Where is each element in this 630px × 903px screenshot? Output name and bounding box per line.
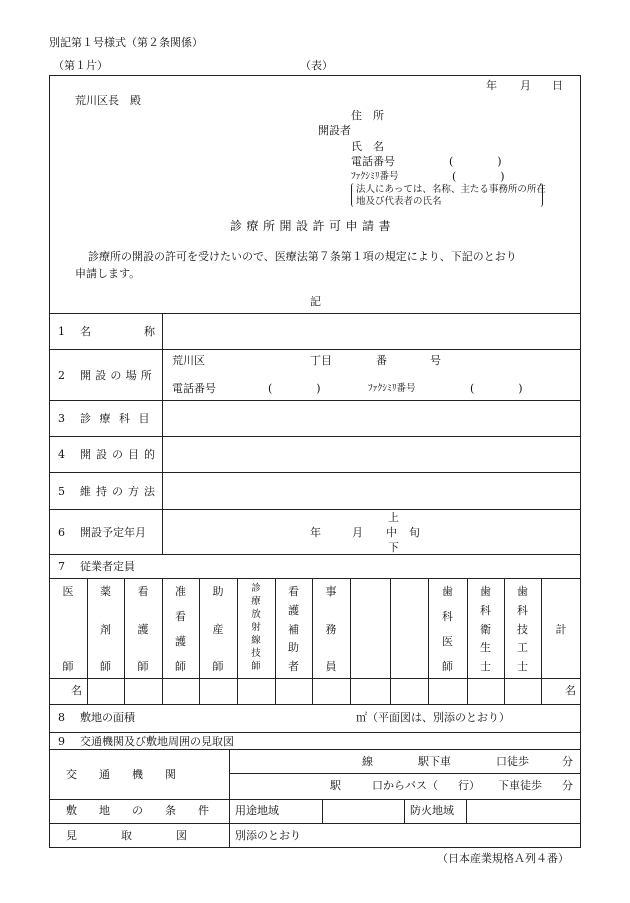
staff-column-char: 科 bbox=[442, 610, 453, 623]
staff-column-char: 師 bbox=[137, 660, 149, 673]
staff-column-char: 線 bbox=[251, 635, 261, 647]
staff-column-char: 士 bbox=[480, 660, 491, 673]
staff-column-char: 療 bbox=[251, 596, 261, 608]
row9-no: 9 bbox=[58, 735, 65, 748]
row1-no: 1 bbox=[58, 325, 65, 338]
schedule-ge: 下 bbox=[388, 541, 399, 554]
location-fax-paren: ( ) bbox=[470, 382, 523, 395]
staff-column-char: 員 bbox=[325, 660, 337, 673]
staff-column-char: 准 bbox=[175, 585, 186, 598]
staff-column-header bbox=[312, 586, 350, 672]
row5-label: 維持の方法 bbox=[80, 485, 160, 498]
schedule-year: 年 bbox=[310, 526, 321, 539]
row2-no: 2 bbox=[58, 369, 65, 382]
transport-gesha-toho: 下車徒歩 bbox=[498, 779, 542, 792]
fire-zone-label: 防火地域 bbox=[410, 804, 454, 817]
schedule-chu: 中 bbox=[386, 526, 397, 539]
row4-no: 4 bbox=[58, 448, 65, 461]
staff-column-char: 看 bbox=[137, 585, 149, 598]
document-title: 診療所開設許可申請書 bbox=[230, 219, 396, 233]
phone-paren: ( ) bbox=[449, 155, 502, 168]
staff-column-divider bbox=[390, 578, 391, 704]
staff-column-char: 科 bbox=[480, 603, 491, 617]
staff-column-char: 看 bbox=[288, 585, 299, 598]
row3-label: 診療科目 bbox=[80, 412, 158, 425]
row4-label: 開設の目的 bbox=[80, 448, 160, 461]
date-month: 月 bbox=[520, 79, 531, 92]
staff-column-char: 歯 bbox=[480, 585, 491, 598]
fax-label: ﾌｧｸｼﾐﾘ番号 bbox=[351, 171, 399, 182]
staff-column-header bbox=[124, 586, 162, 672]
staff-column-char: 射 bbox=[251, 622, 261, 634]
staff-column-char: 医 bbox=[62, 585, 74, 598]
row6-label: 開設予定年月 bbox=[80, 526, 146, 539]
footer-paper-size: （日本産業規格Ａ列４番） bbox=[437, 852, 569, 865]
row8-label: 敷地の面積 bbox=[80, 711, 135, 724]
side-mark: （表） bbox=[300, 59, 333, 72]
location-go: 号 bbox=[430, 354, 441, 367]
row9-label: 交通機関及び敷地周囲の見取図 bbox=[80, 735, 234, 748]
form-number: 別記第１号様式（第２条関係） bbox=[49, 36, 203, 49]
sketch-label: 見 取 図 bbox=[66, 829, 187, 842]
row7-no: 7 bbox=[58, 560, 65, 573]
transport-kuchi-toho: 口徒歩 bbox=[496, 755, 529, 768]
staff-column-header bbox=[49, 586, 87, 672]
staff-column-char: 護 bbox=[137, 622, 149, 636]
staff-column-char: 歯 bbox=[442, 585, 453, 598]
schedule-jo: 上 bbox=[388, 511, 399, 524]
staff-column-char: 放 bbox=[251, 609, 261, 621]
staff-column-char: 技 bbox=[251, 648, 261, 660]
staff-column-char: 歯 bbox=[517, 585, 528, 598]
corporate-note-line2: 地及び代表者の氏名 bbox=[356, 196, 442, 207]
staff-column-char: 生 bbox=[480, 641, 491, 655]
location-phone-label: 電話番号 bbox=[172, 382, 216, 395]
row1-label bbox=[80, 326, 155, 337]
staff-column-char: 師 bbox=[212, 660, 224, 673]
staff-unit-right: 名 bbox=[565, 684, 576, 697]
row8-no: 8 bbox=[58, 711, 65, 724]
page-number: （第１片） bbox=[53, 59, 108, 72]
staff-column-char: 診 bbox=[251, 583, 261, 594]
transport-yuki: 行） bbox=[458, 779, 480, 792]
staff-column-char: 剤 bbox=[100, 622, 111, 636]
staff-column-char: 師 bbox=[175, 660, 186, 673]
site-label: 敷 地 の 条 件 bbox=[66, 804, 209, 817]
transport-sen: 線 bbox=[362, 755, 373, 768]
staff-column-header bbox=[199, 586, 237, 672]
schedule-month: 月 bbox=[352, 526, 363, 539]
staff-column-char: 事 bbox=[325, 585, 337, 598]
staff-column-char: 師 bbox=[100, 660, 111, 673]
address-label: 住 所 bbox=[351, 109, 384, 122]
ki-mark: 記 bbox=[310, 295, 321, 308]
staff-column-char: 工 bbox=[517, 641, 528, 655]
staff-column-char: 者 bbox=[288, 660, 299, 673]
staff-column-char: 護 bbox=[175, 635, 186, 648]
staff-column-char: 務 bbox=[325, 622, 337, 636]
row5-no: 5 bbox=[58, 485, 65, 498]
body-text-line1: 診療所の開設の許可を受けたいので、医療法第７条第１項の規定により、下記のとおり bbox=[88, 250, 517, 263]
transport-eki-gesha: 駅下車 bbox=[418, 755, 451, 768]
staff-column-divider bbox=[350, 578, 351, 704]
staff-column-char: 薬 bbox=[100, 585, 111, 598]
staff-column-char: 計 bbox=[555, 623, 567, 636]
date-year: 年 bbox=[486, 79, 497, 92]
staff-unit-left: 名 bbox=[71, 684, 82, 697]
staff-column-char: 護 bbox=[288, 603, 299, 617]
location-phone-paren: ( ) bbox=[268, 382, 321, 395]
staff-column-char: 技 bbox=[517, 622, 528, 636]
location-fax-label: ﾌｧｸｼﾐﾘ番号 bbox=[368, 383, 416, 394]
transport-label: 交 通 機 関 bbox=[66, 768, 176, 781]
staff-column-char: 補 bbox=[288, 622, 299, 636]
row7-label: 従業者定員 bbox=[80, 560, 135, 573]
staff-column-divider bbox=[541, 578, 542, 704]
zoning-label: 用途地域 bbox=[235, 804, 279, 817]
staff-column-char: 助 bbox=[288, 641, 299, 655]
staff-column-header bbox=[275, 586, 312, 672]
applicant-role: 開設者 bbox=[318, 124, 351, 137]
location-chome: 丁目 bbox=[310, 354, 332, 367]
staff-column-header bbox=[467, 586, 504, 672]
transport-kuchi-bus: 口からバス（ bbox=[372, 779, 438, 792]
row2-label: 開設の場所 bbox=[80, 369, 156, 382]
addressee: 荒川区長 殿 bbox=[75, 94, 141, 107]
staff-column-header bbox=[504, 586, 541, 672]
row1-label-text: 名 称 bbox=[80, 325, 155, 338]
staff-column-char: 士 bbox=[517, 660, 528, 673]
staff-column-char: 師 bbox=[251, 661, 261, 673]
name-label: 氏 名 bbox=[351, 140, 384, 153]
transport-fun1: 分 bbox=[562, 755, 573, 768]
staff-column-char: 医 bbox=[442, 635, 453, 648]
corporate-note-line1: 法人にあっては、名称、主たる事務所の所在 bbox=[356, 184, 546, 195]
row3-no: 3 bbox=[58, 412, 65, 425]
staff-column-char: 衛 bbox=[480, 622, 491, 636]
staff-column-char: 産 bbox=[212, 622, 224, 636]
transport-fun2: 分 bbox=[562, 779, 573, 792]
staff-column-header bbox=[237, 584, 275, 672]
location-ban: 番 bbox=[376, 354, 387, 367]
sketch-value: 別添のとおり bbox=[235, 829, 301, 842]
staff-column-char: 助 bbox=[212, 585, 224, 598]
staff-column-char: 師 bbox=[62, 660, 74, 673]
date-day: 日 bbox=[552, 79, 563, 92]
staff-column-header bbox=[428, 586, 467, 672]
fax-paren: ( ) bbox=[452, 170, 505, 183]
location-ward: 荒川区 bbox=[172, 354, 205, 367]
staff-column-char: 看 bbox=[175, 610, 186, 623]
schedule-jun: 旬 bbox=[409, 526, 420, 539]
body-text-line2: 申請します。 bbox=[75, 267, 141, 280]
row6-no: 6 bbox=[58, 526, 65, 539]
staff-column-header bbox=[541, 624, 581, 636]
staff-column-char: 科 bbox=[517, 603, 528, 617]
transport-eki: 駅 bbox=[330, 779, 341, 792]
staff-column-header bbox=[87, 586, 124, 672]
staff-column-header bbox=[162, 586, 199, 672]
phone-label: 電話番号 bbox=[351, 155, 395, 168]
area-note: ㎡（平面図は、別添のとおり） bbox=[356, 711, 510, 724]
staff-column-char: 師 bbox=[442, 660, 453, 673]
